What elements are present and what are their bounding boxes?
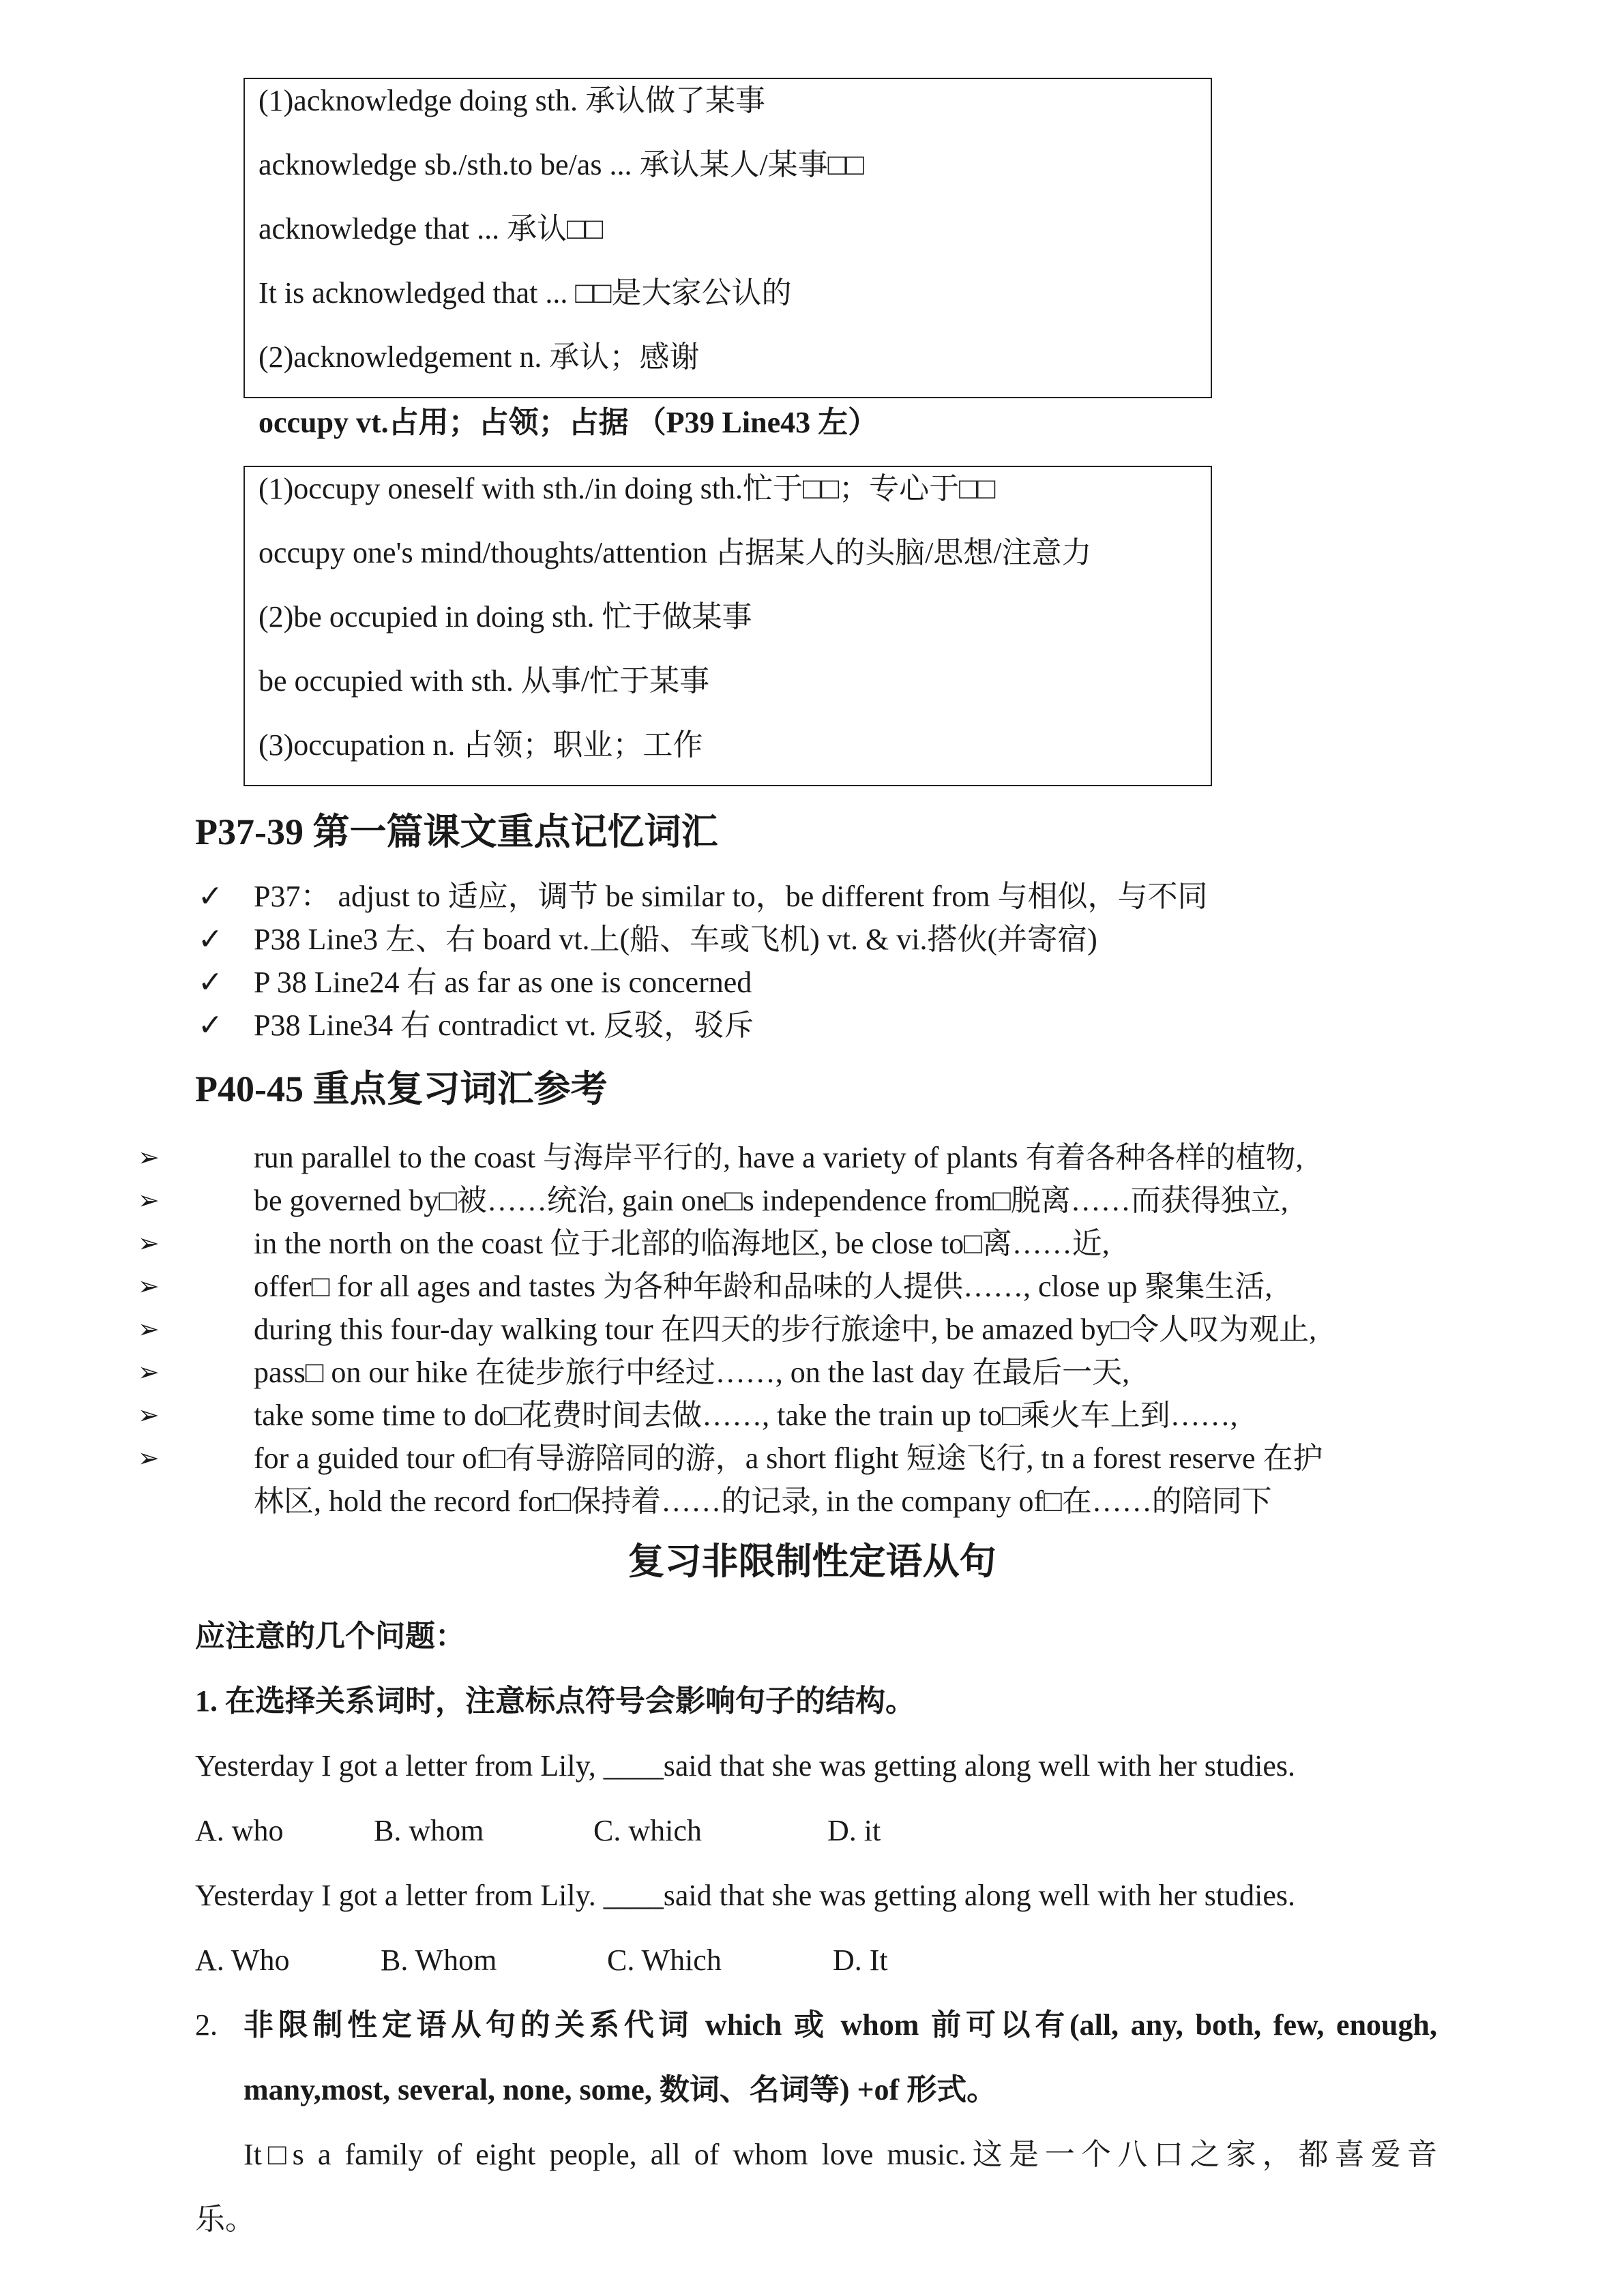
box1-line-4: It is acknowledged that ... □□是大家公认的 xyxy=(259,276,792,310)
q2-option-d: D. It xyxy=(833,1943,888,1977)
question-1: Yesterday I got a letter from Lily, ____said that she was getting along well with her studies. xyxy=(195,1749,1296,1783)
check-icon: ✓ xyxy=(198,1009,223,1042)
grammar-subtitle: 应注意的几个问题： xyxy=(195,1620,465,1653)
box2-line-5: (3)occupation n. 占领；职业；工作 xyxy=(259,728,703,762)
arrow-bullet-icon: ➢ xyxy=(138,1315,160,1344)
box2-line-4: be occupied with sth. 从事/忙于某事 xyxy=(259,664,710,698)
arrow-bullet-icon: ➢ xyxy=(138,1444,160,1473)
box2-line-2: occupy one's mind/thoughts/attention 占据某人的头脑/思想/注意力 xyxy=(259,536,1092,569)
check-icon: ✓ xyxy=(198,880,223,913)
arrow-bullet-icon: ➢ xyxy=(138,1229,160,1258)
box1-line-3: acknowledge that ... 承认□□ xyxy=(259,212,604,245)
check-icon: ✓ xyxy=(198,966,223,999)
example-sentence-line-2: 乐。 xyxy=(195,2203,255,2236)
arrow-bullet-icon: ➢ xyxy=(138,1144,160,1172)
grammar-point-2-number: 2. xyxy=(195,2008,218,2042)
grammar-title: 复习非限制性定语从句 xyxy=(628,1541,996,1582)
arrow-bullet-icon: ➢ xyxy=(138,1272,160,1301)
q2-option-a: A. Who xyxy=(195,1943,290,1977)
q1-option-a: A. who xyxy=(195,1814,284,1847)
q1-option-b: B. whom xyxy=(374,1814,484,1847)
q1-option-c: C. which xyxy=(593,1814,702,1847)
section1-item-3: P 38 Line24 右 as far as one is concerned xyxy=(254,966,752,999)
box2-line-1: (1)occupy oneself with sth./in doing sth.忙于□□；专心于□□ xyxy=(259,472,996,505)
q1-option-d: D. it xyxy=(827,1814,881,1847)
q2-option-c: C. Which xyxy=(607,1943,722,1977)
box1-line-2: acknowledge sb./sth.to be/as ... 承认某人/某事□□ xyxy=(259,148,864,181)
box1-line-5: (2)acknowledgement n. 承认；感谢 xyxy=(259,340,700,374)
section2-title: P40-45 重点复习词汇参考 xyxy=(195,1069,608,1109)
q2-option-b: B. Whom xyxy=(381,1943,497,1977)
grammar-point-2-line-2: many,most, several, none, some, 数词、名词等) +of 形式。 xyxy=(243,2073,997,2106)
question-2: Yesterday I got a letter from Lily. ____said that she was getting along well with her studies. xyxy=(195,1879,1296,1912)
box2-line-3: (2)be occupied in doing sth. 忙于做某事 xyxy=(259,600,752,633)
arrow-bullet-icon: ➢ xyxy=(138,1187,160,1215)
section2-item-8: for a guided tour of□有导游陪同的游，a short flight 短途飞行, tn a forest reserve 在护 xyxy=(254,1442,1323,1475)
section2-item-3: in the north on the coast 位于北部的临海地区, be close to□离……近, xyxy=(254,1227,1110,1260)
section2-item-5: during this four-day walking tour 在四天的步行旅途中, be amazed by□令人叹为观止, xyxy=(254,1313,1317,1346)
section2-item-4: offer□ for all ages and tastes 为各种年龄和品味的人提供……, close up 聚集生活, xyxy=(254,1270,1273,1303)
section2-item-7: take some time to do□花费时间去做……, take the train up to□乘火车上到……, xyxy=(254,1399,1238,1432)
box1-line-1: (1)acknowledge doing sth. 承认做了某事 xyxy=(259,84,765,117)
grammar-point-1: 1. 在选择关系词时，注意标点符号会影响句子的结构。 xyxy=(195,1684,915,1718)
section1-title: P37-39 第一篇课文重点记忆词汇 xyxy=(195,811,718,852)
section1-item-2: P38 Line3 左、右 board vt.上(船、车或飞机) vt. & vi.搭伙(并寄宿) xyxy=(254,923,1097,956)
section1-item-1: P37： adjust to 适应，调节 be similar to，be different from 与相似，与不同 xyxy=(254,880,1208,913)
occupy-heading: occupy vt.占用；占领；占据 （P39 Line43 左） xyxy=(259,406,879,439)
example-sentence-line-1: It□s a family of eight people, all of whom love music.这是一个八口之家，都喜爱音 xyxy=(243,2138,1437,2171)
section2-item-6: pass□ on our hike 在徒步旅行中经过……, on the last day 在最后一天, xyxy=(254,1356,1130,1389)
arrow-bullet-icon: ➢ xyxy=(138,1358,160,1387)
section2-item-2: be governed by□被……统治, gain one□s independence from□脱离……而获得独立, xyxy=(254,1184,1288,1217)
section1-item-4: P38 Line34 右 contradict vt. 反驳，驳斥 xyxy=(254,1009,754,1042)
arrow-bullet-icon: ➢ xyxy=(138,1401,160,1430)
section2-item-1: run parallel to the coast 与海岸平行的, have a variety of plants 有着各种各样的植物, xyxy=(254,1141,1303,1174)
check-icon: ✓ xyxy=(198,923,223,956)
grammar-point-2-line-1: 非限制性定语从句的关系代词 which 或 whom 前可以有(all, any, both, few, enough, xyxy=(243,2008,1437,2042)
section2-item-8-continuation: 林区, hold the record for□保持着……的记录, in the company of□在……的陪同下 xyxy=(254,1485,1272,1518)
